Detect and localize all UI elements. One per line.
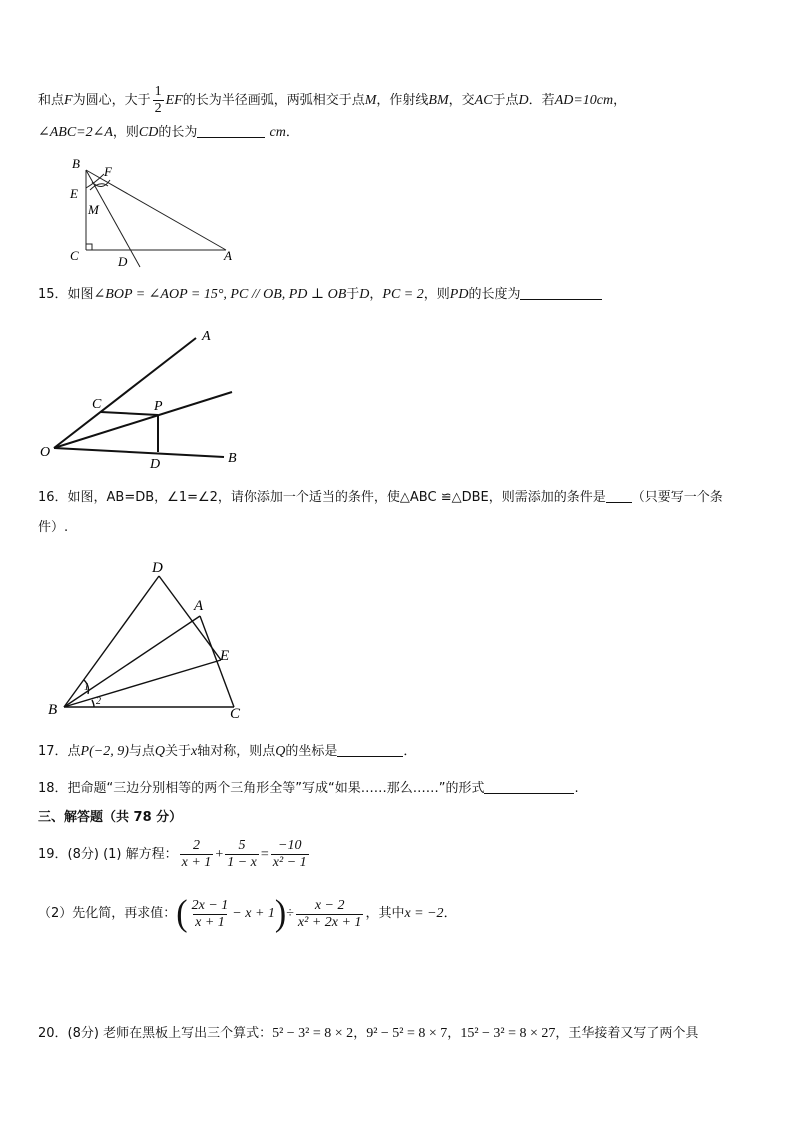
var-x: x [191, 744, 198, 759]
label-M: M [88, 202, 99, 217]
text-segment: 轴对称，则点 [197, 744, 276, 759]
text-segment: ．若 [528, 93, 555, 108]
text-segment: 的长为半径画弧，两弧相交于点 [182, 93, 365, 108]
operator-plus: + [215, 846, 224, 862]
text-segment: ，王华接着又写了两个具 [555, 1026, 699, 1041]
answer-blank[interactable] [606, 488, 632, 503]
text-segment: 于 [346, 287, 360, 302]
text-segment: ，则 [112, 125, 139, 140]
fraction-g1 [190, 898, 231, 931]
question-prefix: 20．(8分) 老师在黑板上写出三个算式： [38, 1026, 273, 1041]
fraction-denominator: x² + 2x + 1 [297, 914, 362, 930]
text-segment: ． [443, 906, 457, 921]
fraction-g2 [296, 898, 364, 931]
q14-line1 [38, 84, 626, 117]
label-B: B [72, 156, 80, 171]
q19-part2 [38, 894, 457, 934]
operator-divide: ÷ [286, 906, 294, 921]
label-E: E [220, 648, 230, 664]
fraction-numerator: 2x − 1 [191, 897, 229, 913]
condition-angle: ∠ABC=2∠A [38, 125, 113, 140]
q15-line [38, 285, 602, 305]
answer-blank[interactable] [520, 285, 602, 300]
condition-AD: AD=10cm [554, 93, 614, 108]
var-Q: Q [154, 744, 166, 759]
label-P: P [154, 399, 163, 414]
text-segment: ， [353, 1026, 367, 1041]
text-segment: 的长为 [158, 125, 198, 140]
label-A: A [202, 329, 211, 344]
label-C: C [92, 397, 102, 412]
q18-line [38, 779, 579, 799]
equation-2: 9² − 5² = 8 × 7 [366, 1026, 448, 1041]
text-segment: 和点 [38, 93, 65, 108]
label-D: D [118, 254, 128, 269]
equation-1: 5² − 3² = 8 × 2 [272, 1026, 354, 1041]
fraction-numerator: x − 2 [314, 897, 345, 913]
q16-line1 [38, 488, 723, 508]
label-F: F [104, 164, 112, 179]
label-D: D [152, 560, 163, 576]
question-prefix: （2）先化简，再求值： [38, 906, 177, 921]
answer-blank[interactable] [197, 123, 265, 138]
q14-figure [60, 152, 250, 270]
fraction-denominator: 2 [154, 101, 162, 116]
fraction-denominator: x + 1 [195, 914, 225, 930]
half-fraction [153, 84, 164, 117]
text-segment: 于点 [492, 93, 519, 108]
expr-middle: − x + 1 [232, 906, 275, 921]
q16-figure [44, 556, 254, 726]
q15-condition: ∠BOP = ∠AOP = 15°, PC // OB, PD ⊥ OB [93, 287, 347, 302]
equation-3: 15² − 3² = 8 × 27 [460, 1026, 556, 1041]
text-segment: 的长度为 [468, 287, 521, 302]
text-segment: ， [613, 93, 627, 108]
section-heading: 三、解答题（共 78 分） [38, 810, 183, 825]
label-A: A [194, 598, 204, 614]
fraction-denominator: x² − 1 [272, 855, 307, 870]
var-CD: CD [138, 125, 159, 140]
var-M: M [364, 93, 377, 108]
label-angle-1: 1 [84, 682, 89, 693]
label-O: O [40, 445, 51, 460]
text-segment: ． [403, 744, 417, 759]
var-F: F [64, 93, 73, 108]
q15-figure [36, 322, 246, 470]
fraction-numerator: 5 [238, 838, 246, 853]
label-A: A [224, 248, 232, 263]
label-B: B [48, 702, 58, 718]
var-Q: Q [275, 744, 286, 759]
var-D: D [518, 93, 529, 108]
left-paren: ( [176, 893, 188, 934]
fraction-3 [271, 838, 309, 871]
var-PD: PD [449, 287, 469, 302]
label-angle-2: 2 [96, 696, 101, 707]
var-D: D [359, 287, 370, 302]
q18-text: 18．把命题“三边分别相等的两个三角形全等”写成“如果……那么……”的形式 [38, 781, 485, 796]
var-BM: BM [428, 93, 449, 108]
answer-blank[interactable] [337, 742, 403, 757]
fraction-numerator: 2 [192, 838, 200, 853]
text-segment: 关于 [165, 744, 192, 759]
var-AC: AC [474, 93, 493, 108]
text-segment: ，则 [423, 287, 450, 302]
text-segment: 与点 [128, 744, 155, 759]
fraction-denominator: 1 − x [227, 855, 257, 870]
text-segment: ，其中 [365, 906, 405, 921]
q16-text: 16．如图，AB=DB，∠1=∠2，请你添加一个适当的条件，使△ABC ≌△DBE，则需添加的条件是 [38, 490, 606, 505]
label-E: E [70, 186, 78, 201]
q15-pc: PC = 2 [382, 287, 424, 302]
text-segment: ，交 [448, 93, 475, 108]
question-prefix: 19．(8分) (1) 解方程： [38, 846, 178, 862]
fraction-1 [180, 838, 214, 871]
text-segment: （只要写一个条 [631, 490, 723, 505]
q17-line [38, 742, 416, 762]
text-segment: 为圆心，大于 [72, 93, 151, 108]
point-P: P(−2, 9) [80, 744, 129, 759]
label-D: D [150, 457, 161, 470]
text-segment: ． [285, 125, 299, 140]
text-segment: 17．点 [38, 744, 81, 759]
right-paren: ) [274, 893, 287, 934]
fraction-denominator: x + 1 [181, 855, 212, 870]
fraction-2 [225, 838, 259, 871]
unit-cm: cm [269, 125, 286, 140]
var-EF: EF [165, 93, 183, 108]
text-segment: 件）. [38, 520, 69, 535]
label-C: C [70, 248, 79, 263]
x-value: x = −2 [404, 906, 444, 921]
text-segment: . [574, 781, 579, 796]
text-segment: ，作射线 [376, 93, 429, 108]
q14-line2 [38, 123, 299, 143]
text-segment: ， [447, 1026, 461, 1041]
text-segment: ， [369, 287, 383, 302]
q19-part1 [38, 838, 311, 871]
label-C: C [230, 706, 241, 722]
operator-equals: = [260, 846, 269, 862]
text-segment: 的坐标是 [285, 744, 338, 759]
answer-blank[interactable] [484, 779, 574, 794]
question-number: 15．如图 [38, 287, 94, 302]
label-B: B [228, 451, 237, 466]
fraction-numerator: −10 [278, 838, 302, 853]
q16-line2 [38, 518, 68, 538]
fraction-numerator: 1 [154, 84, 162, 99]
q20-line [38, 1024, 698, 1044]
